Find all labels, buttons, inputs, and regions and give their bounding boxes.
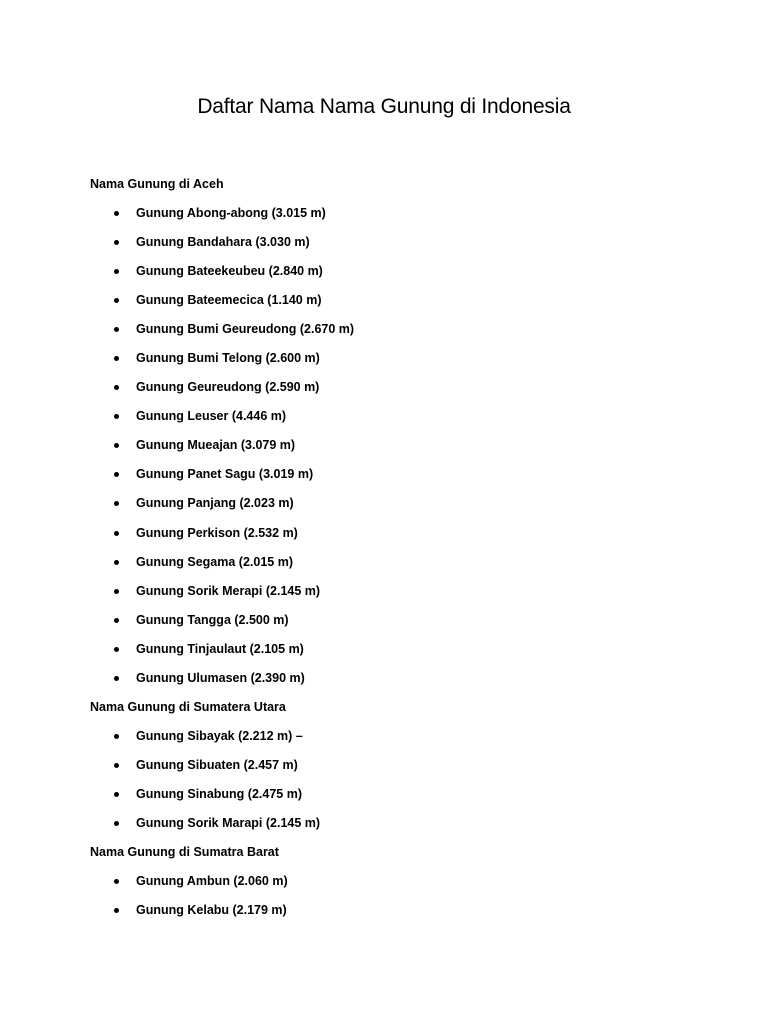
list-item <box>90 578 690 607</box>
list-item-text: Gunung Ambun (2.060 m) <box>136 873 288 888</box>
list-item-text: Gunung Tinjaulaut (2.105 m) <box>136 641 304 656</box>
list-item-text: Gunung Sibayak (2.212 m) – <box>136 728 303 743</box>
list-item <box>90 607 690 636</box>
list-item <box>90 403 690 432</box>
list-item-text: Gunung Leuser (4.446 m) <box>136 409 287 424</box>
bullet-icon <box>114 327 119 332</box>
bullet-icon <box>114 240 119 245</box>
list-item <box>90 752 690 781</box>
bullet-icon <box>114 356 119 361</box>
list-item <box>90 723 690 752</box>
list-item <box>90 490 690 519</box>
list-item <box>90 897 690 926</box>
bullet-icon <box>114 647 119 652</box>
list-item-text: Gunung Kelabu (2.179 m) <box>136 903 287 918</box>
bullet-icon <box>114 618 119 623</box>
list-item-text: Gunung Bumi Geureudong (2.670 m) <box>136 322 355 337</box>
document-title: Daftar Nama Nama Gunung di Indonesia <box>197 95 571 118</box>
bullet-icon <box>114 676 119 681</box>
mountain-list <box>90 723 690 839</box>
list-item-text: Gunung Panjang (2.023 m) <box>136 496 294 511</box>
list-item <box>90 549 690 578</box>
list-item-text: Gunung Sibuaten (2.457 m) <box>136 757 298 772</box>
bullet-icon <box>114 211 119 216</box>
list-item <box>90 665 690 694</box>
list-item <box>90 287 690 316</box>
list-item-text: Gunung Bateemecica (1.140 m) <box>136 293 322 308</box>
list-item <box>90 229 690 258</box>
bullet-icon <box>114 501 119 506</box>
list-item-text: Gunung Panet Sagu (3.019 m) <box>136 467 314 482</box>
list-item-text: Gunung Geureudong (2.590 m) <box>136 380 320 395</box>
list-item <box>90 200 690 229</box>
bullet-icon <box>114 298 119 303</box>
list-item-text: Gunung Bandahara (3.030 m) <box>136 235 310 250</box>
list-item <box>90 520 690 549</box>
bullet-icon <box>114 879 119 884</box>
bullet-icon <box>114 472 119 477</box>
section-heading: Nama Gunung di Sumatra Barat <box>90 844 279 859</box>
bullet-icon <box>114 908 119 913</box>
section-aceh <box>90 171 690 694</box>
section-heading: Nama Gunung di Sumatera Utara <box>90 699 286 714</box>
list-item <box>90 810 690 839</box>
list-item-text: Gunung Sinabung (2.475 m) <box>136 786 302 801</box>
list-item-text: Gunung Tangga (2.500 m) <box>136 612 289 627</box>
list-item <box>90 432 690 461</box>
list-item-text: Gunung Bumi Telong (2.600 m) <box>136 351 320 366</box>
list-item <box>90 258 690 287</box>
list-item-text: Gunung Bateekeubeu (2.840 m) <box>136 264 323 279</box>
section-sumatera-utara <box>90 694 690 839</box>
list-item <box>90 636 690 665</box>
list-item-text: Gunung Segama (2.015 m) <box>136 554 293 569</box>
bullet-icon <box>114 792 119 797</box>
list-item-text: Gunung Abong-abong (3.015 m) <box>136 206 326 220</box>
list-item <box>90 461 690 490</box>
mountain-list <box>90 200 690 694</box>
bullet-icon <box>114 821 119 826</box>
list-item-text: Gunung Sorik Merapi (2.145 m) <box>136 583 321 598</box>
bullet-icon <box>114 763 119 768</box>
bullet-icon <box>114 443 119 448</box>
list-item-text: Gunung Ulumasen (2.390 m) <box>136 670 305 685</box>
bullet-icon <box>114 269 119 274</box>
list-item-text: Gunung Mueajan (3.079 m) <box>136 438 296 453</box>
list-item <box>90 868 690 897</box>
bullet-icon <box>114 385 119 390</box>
bullet-icon <box>114 734 119 739</box>
list-item-text: Gunung Perkison (2.532 m) <box>136 525 298 540</box>
document-content <box>90 171 690 926</box>
bullet-icon <box>114 589 119 594</box>
list-item <box>90 374 690 403</box>
bullet-icon <box>114 560 119 565</box>
list-item-text: Gunung Sorik Marapi (2.145 m) <box>136 815 321 830</box>
mountain-list <box>90 868 690 926</box>
list-item <box>90 316 690 345</box>
list-item <box>90 345 690 374</box>
section-heading: Nama Gunung di Aceh <box>90 177 224 191</box>
section-sumatra-barat <box>90 839 690 926</box>
bullet-icon <box>114 414 119 419</box>
list-item <box>90 781 690 810</box>
bullet-icon <box>114 531 119 536</box>
